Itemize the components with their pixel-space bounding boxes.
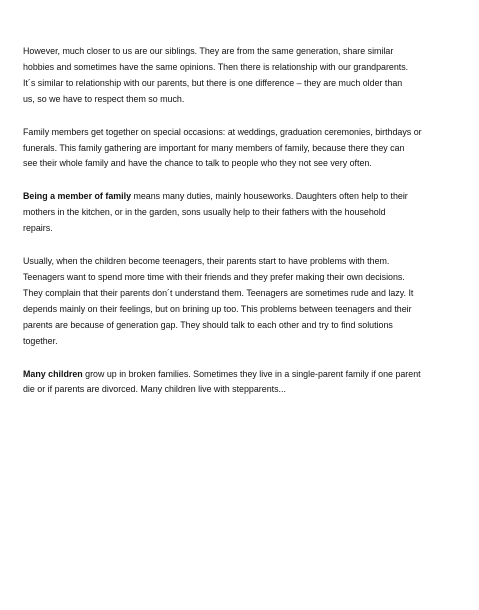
text-line <box>23 254 455 270</box>
text-run: repairs. <box>23 223 53 234</box>
text-run: Family members get together on special occasions: at weddings, graduation ceremonies, birthdays or <box>23 126 422 137</box>
text-line <box>23 76 455 92</box>
paragraph <box>23 44 455 108</box>
text-line <box>23 286 455 302</box>
paragraph <box>23 125 455 173</box>
text-line <box>23 382 455 398</box>
bold-phrase: Many children <box>23 368 83 379</box>
text-run: hobbies and sometimes have the same opinions. Then there is relationship with our grandparents. <box>23 61 409 72</box>
document-page <box>23 44 455 415</box>
paragraph <box>23 189 455 237</box>
text-line <box>23 156 455 172</box>
text-run: mothers in the kitchen, or in the garden, sons usually help to their fathers with the household <box>23 207 386 218</box>
text-run: They complain that their parents don´t understand them. Teenagers are sometimes rude and lazy. It <box>23 287 414 298</box>
text-line <box>23 125 455 141</box>
text-line <box>23 92 455 108</box>
text-run: depends mainly on their feelings, but on brining up too. This problems between teenagers and their <box>23 303 412 314</box>
text-run: us, so we have to respect them so much. <box>23 93 185 104</box>
text-run: together. <box>23 335 58 346</box>
text-run: means many duties, mainly houseworks. Daughters often help to their <box>131 191 408 202</box>
text-line <box>23 205 455 221</box>
text-line <box>23 334 455 350</box>
text-run: Usually, when the children become teenagers, their parents start to have problems with them. <box>23 256 390 267</box>
paragraph <box>23 367 455 399</box>
text-run: see their whole family and have the chance to talk to people who they not see very often. <box>23 158 372 169</box>
text-line <box>23 318 455 334</box>
paragraph <box>23 254 455 349</box>
text-run: It´s similar to relationship with our parents, but there is one difference – they are much older than <box>23 77 403 88</box>
text-line <box>23 60 455 76</box>
bold-phrase: Being a member of family <box>23 191 132 202</box>
text-line <box>23 221 455 237</box>
text-run: die or if parents are divorced. Many children live with stepparents... <box>23 384 286 395</box>
text-line <box>23 367 455 383</box>
text-line <box>23 141 455 157</box>
text-run: However, much closer to us are our siblings. They are from the same generation, share similar <box>23 46 394 56</box>
text-run: parents are because of generation gap. They should talk to each other and try to find solutions <box>23 319 393 330</box>
text-line <box>23 44 455 60</box>
text-line <box>23 302 455 318</box>
text-line <box>23 189 455 205</box>
text-run: Teenagers want to spend more time with their friends and they prefer making their own decisions. <box>23 271 405 282</box>
text-run: grow up in broken families. Sometimes they live in a single-parent family if one parent <box>82 368 421 379</box>
text-run: funerals. This family gathering are important for many members of family, because there they can <box>23 142 405 153</box>
text-line <box>23 270 455 286</box>
